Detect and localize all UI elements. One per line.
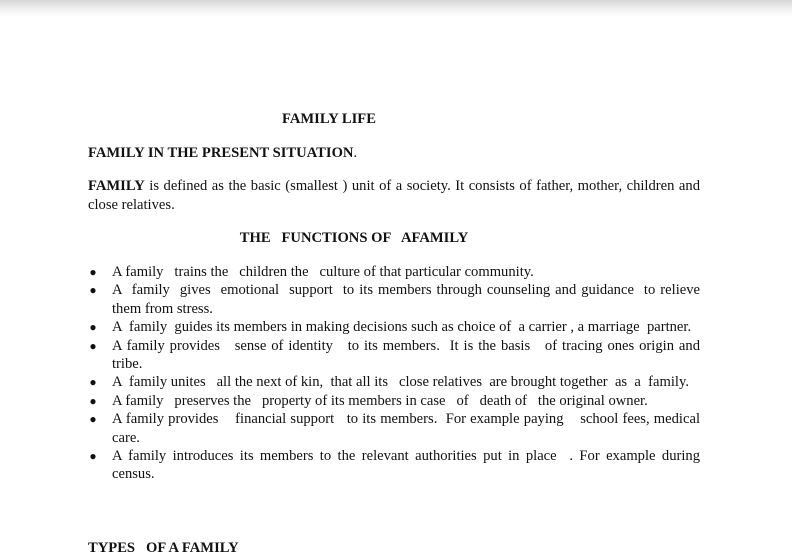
list-item-text: A family trains the children the culture of that particular community. [112, 264, 534, 280]
list-item [88, 337, 704, 374]
bullet-icon: ● [89, 449, 97, 464]
list-item [88, 318, 700, 336]
bullet-icon: ● [89, 283, 97, 298]
intro-term: FAMILY [88, 178, 145, 194]
list-item [88, 392, 700, 410]
list-item-text: A family preserves the property of its members in case of death of the original owner. [112, 392, 648, 409]
list-item [88, 373, 700, 391]
bullet-icon: ● [89, 320, 97, 335]
section-subtitle-text: FAMILY IN THE PRESENT SITUATION [88, 145, 354, 161]
intro-paragraph [88, 177, 700, 215]
section-subtitle [88, 144, 357, 162]
list-item [88, 410, 704, 447]
bullet-icon: ● [89, 375, 97, 390]
functions-heading: THE FUNCTIONS OF AFAMILY [239, 230, 469, 246]
page-title: FAMILY LIFE [282, 111, 376, 127]
list-item-text: A family provides sense of identity to its members. It is the basis of tracing ones origin and tribe. [112, 337, 704, 373]
section-subtitle-period: . [353, 145, 358, 161]
intro-text: is defined as the basic (smallest ) unit of a society. It consists of father, mother, children and close relatives. [88, 178, 700, 213]
functions-list [88, 263, 704, 484]
types-heading: TYPES OF A FAMILY [88, 540, 239, 556]
list-item-text: A family gives emotional support to its members through counseling and guidance to relieve them from stress. [112, 282, 704, 317]
list-item-text: A family guides its members in making decisions such as choice of a carrier , a marriage partner. [112, 319, 692, 336]
viewer-top-shadow [0, 0, 792, 16]
list-item-text: A family unites all the next of kin, that all its close relatives are brought together as a family. [112, 374, 689, 391]
list-item [88, 447, 704, 484]
bullet-icon: ● [89, 412, 97, 427]
list-item-text: A family introduces its members to the relevant authorities put in place . For example during census. [112, 448, 704, 483]
bullet-icon: ● [89, 265, 97, 279]
list-item [88, 263, 700, 281]
list-item-text: A family provides financial support to its members. For example paying school fees, medical care. [112, 411, 704, 446]
bullet-icon: ● [89, 338, 97, 353]
bullet-icon: ● [89, 393, 97, 408]
list-item [88, 281, 704, 318]
